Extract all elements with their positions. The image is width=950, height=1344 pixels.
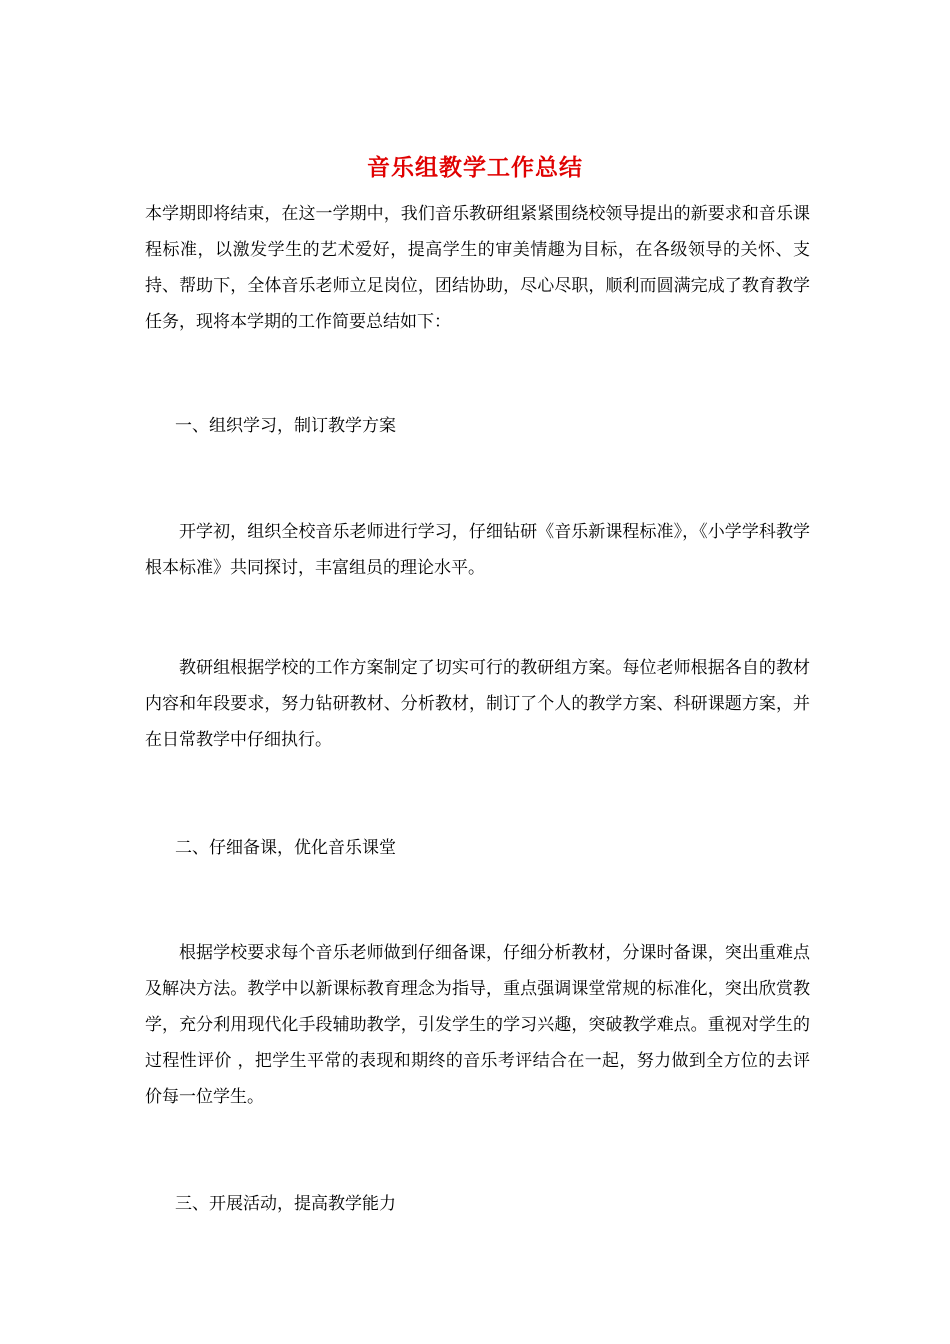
section-heading-3: 三、开展活动，提高教学能力 (175, 1194, 396, 1214)
section-1-paragraph-1: 开学初，组织全校音乐老师进行学习，仔细钻研《音乐新课程标准》，《小学学科教学根本标准》共同探讨，丰富组员的理论水平。 (145, 522, 810, 578)
section-heading-2: 二、仔细备课，优化音乐课堂 (175, 838, 396, 858)
intro-paragraph: 本学期即将结束，在这一学期中，我们音乐教研组紧紧围绕校领导提出的新要求和音乐课程标准，以激发学生的艺术爱好，提高学生的审美情趣为目标，在各级领导的关怀、支持、帮助下，全体音乐老师立足岗位，团结协助，尽心尽职，顺利而圆满完成了教育教学任务，现将本学期的工作简要总结如下： (145, 204, 810, 332)
section-1-paragraph-2: 教研组根据学校的工作方案制定了切实可行的教研组方案。每位老师根据各自的教材内容和年段要求，努力钻研教材、分析教材，制订了个人的教学方案、科研课题方案，并在日常教学中仔细执行。 (145, 658, 810, 750)
section-heading-1: 一、组织学习，制订教学方案 (175, 416, 396, 436)
section-2-paragraph-1: 根据学校要求每个音乐老师做到仔细备课，仔细分析教材，分课时备课，突出重难点及解决方法。教学中以新课标教育理念为指导，重点强调课堂常规的标准化，突出欣赏教学，充分利用现代化手段辅助教学，引发学生的学习兴趣，突破教学难点。重视对学生的 过程性评价 ，把学生平常的表现和期终的音乐考评结合在一起，努力做到全方位的去评价每一位学生。 (145, 943, 810, 1107)
document-title: 音乐组教学工作总结 (367, 154, 583, 181)
